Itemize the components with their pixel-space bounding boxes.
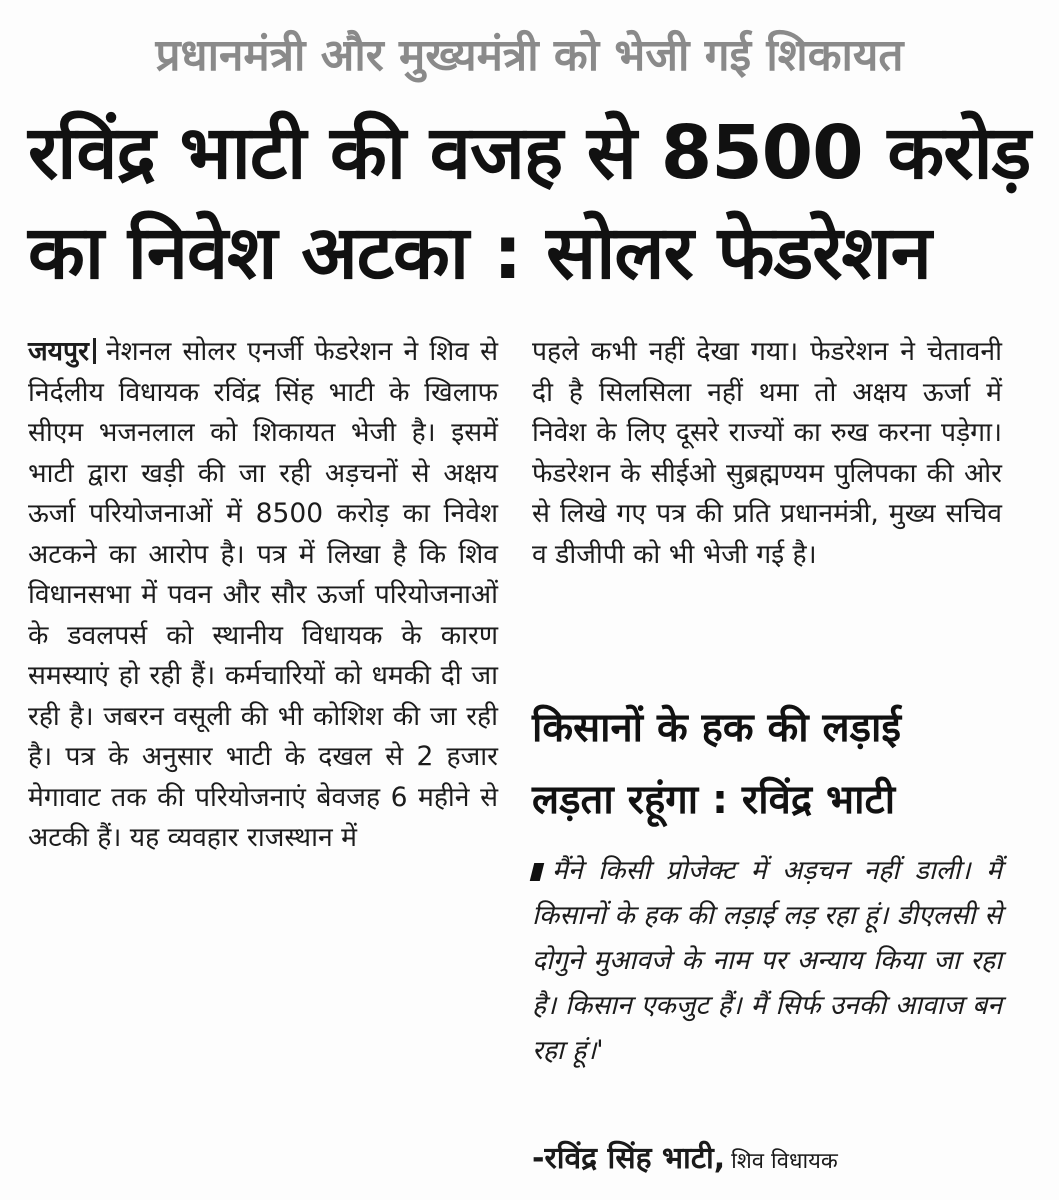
- quote-marker-icon: [530, 863, 544, 881]
- article-column-right: [532, 332, 1002, 575]
- article-body-left: नेशनल सोलर एनर्जी फेडरेशन ने शिव से निर्दलीय विधायक रविंद्र सिंह भाटी के खिलाफ सीएम भजनलाल को शिकायत भेजी है। इसमें भाटी द्वारा खड़ी की जा रही अड़चनों से अक्षय ऊर्जा परियोजनाओं में 8500 करोड़ का निवेश अटकने का आरोप है। पत्र में लिखा है कि शिव विधानसभा में पवन और सौर ऊर्जा परियोजनाओं के डवलपर्स को स्थानीय विधायक के कारण समस्याएं हो रही हैं। कर्मचारियों को धमकी दी जा रही है। जबरन वसूली की भी कोशिश की जा रही है। पत्र के अनुसार भाटी के दखल से 2 हजार मेगावाट तक की परियोजनाएं बेवजह 6 महीने से अटकी हैं। यह व्यवहार राजस्थान में: [28, 336, 498, 853]
- article-body-right: पहले कभी नहीं देखा गया। फेडरेशन ने चेतावनी दी है सिलसिला नहीं थमा तो अक्षय ऊर्जा में निवेश के लिए दूसरे राज्यों का रुख करना पड़ेगा। फेडरेशन के सीईओ सुब्रह्मण्यम पुलिपका की ओर से लिखे गए पत्र की प्रति प्रधानमंत्री, मुख्य सचिव व डीजीपी को भी भेजी गई है।: [532, 336, 1002, 570]
- attribution-role: शिव विधायक: [731, 1149, 838, 1174]
- main-headline-line-2: का निवेश अटका : सोलर फेडरेशन: [28, 210, 931, 296]
- attribution-name: -रविंद्र सिंह भाटी,: [532, 1141, 726, 1176]
- quote-attribution: [532, 1136, 1002, 1186]
- sidebar-subhead-line-2: लड़ता रहूंगा : रविंद्र भाटी: [532, 777, 896, 823]
- sidebar-subhead-line-1: किसानों के हक की लड़ाई: [532, 705, 902, 751]
- kicker-headline: प्रधानमंत्री और मुख्यमंत्री को भेजी गई शिकायत: [155, 30, 904, 81]
- dateline-divider: [93, 338, 96, 364]
- quote-text: मैंने किसी प्रोजेक्ट में अड़चन नहीं डाली। मैं किसानों के हक की लड़ाई लड़ रहा हूं। डीएलसी से दोगुने मुआवजे के नाम पर अन्याय किया जा रहा है। किसान एकजुट हैं। मैं सिर्फ उनकी आवाज बन रहा हूं।': [532, 855, 1002, 1066]
- dateline: जयपुर: [28, 336, 89, 367]
- sidebar-quote: [532, 848, 1002, 1073]
- article-column-left: [28, 332, 498, 859]
- main-headline-line-1: रविंद्र भाटी की वजह से 8500 करोड़: [28, 110, 1031, 196]
